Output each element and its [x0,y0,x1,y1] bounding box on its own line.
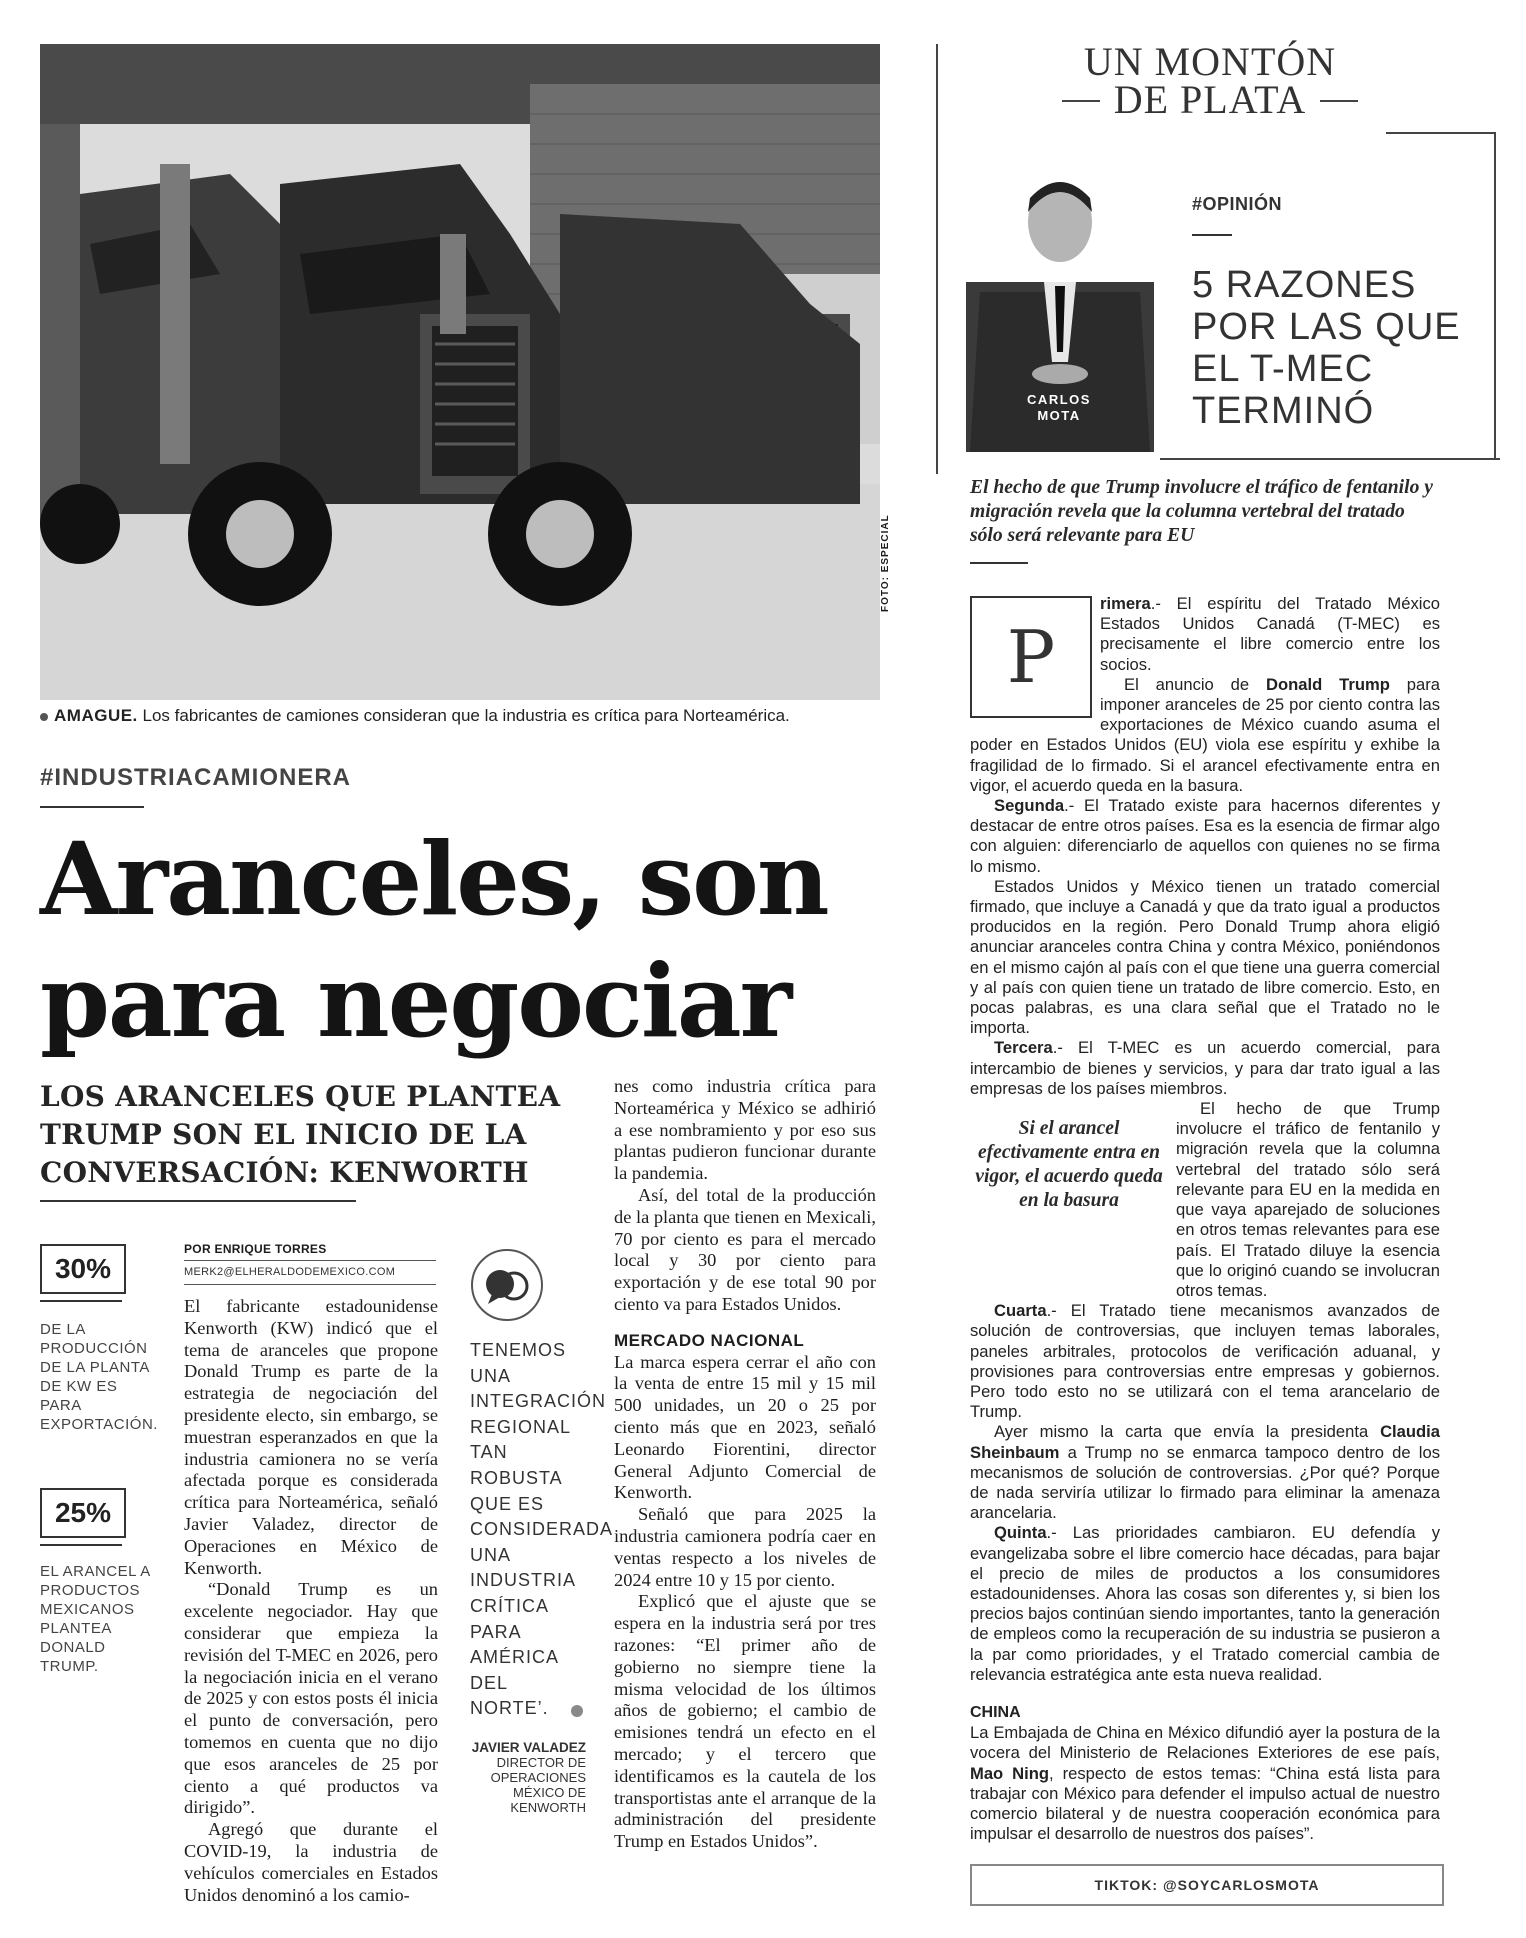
headline-line: Aranceles, son [40,820,828,938]
stat-description: EL ARANCEL A PRODUCTOS MEXICANOS PLANTEA DONALD TRUMP. [40,1563,150,1675]
divider [1192,234,1232,236]
column-masthead: UN MONTÓN [1083,39,1337,84]
divider [40,1300,122,1302]
column-masthead: DE PLATA [1113,77,1307,122]
paragraph: El hecho de que Trump involucre el tráfico de fentanilo y migración revela que la columna vertebral del tratado sólo será relevante para EU en la medida en que vaya aparejado de soluciones en otros temas relevantes para ese país. El Tratado diluye la esencia que lo originó cuando se involucran otros temas. [1176,1099,1440,1300]
quote-icon [470,1248,544,1322]
paragraph: Señaló que para 2025 la industria camionera podría caer en ventas respecto a los niveles de 2024 entre 10 y 15 por ciento. [614,1504,876,1590]
lead-word: Tercera [994,1038,1053,1058]
bullet-icon [571,1705,583,1717]
column-body [970,594,1440,1844]
highlighted-name: Claudia Sheinbaum [970,1422,1440,1462]
paragraph [970,1422,1440,1523]
paragraph-text: Ayer mismo la carta que envía la presidenta [994,1422,1381,1442]
section-heading: MERCADO NACIONAL [614,1330,805,1350]
highlighted-name: Donald Trump [1266,674,1390,694]
author-first-name: CARLOS [1027,392,1091,407]
paragraph: Explicó que el ajuste que se espera en la industria será por tres razones: “El primer año de gobierno no siempre tiene la misma velocidad de los últimos años de gobierno; el cambio de emisiones tendrá un efecto en el mercado; y el tercero que identificamos es la cautela de los transportistas ante el arranque de la administración del presidente Trump en Estados Unidos”. [614,1591,876,1852]
quote-role: DIRECTOR DE OPERACIONES MÉXICO DE KENWORTH [490,1755,586,1815]
paragraph-text: a Trump no se enmarca tampoco dentro de los mecanismos de solución de controversias. ¿Por qué? Porque de nada serviría utilizar lo firmado para eliminar la amenaza arancelaria. [970,1442,1440,1523]
paragraph-text: .- Las prioridades cambiaron. EU defendía y evangelizaba sobre el libre comercio hace décadas, para bajar el precio de miles de productos a los consumidores estadounidenses. Ahora las cosas son diferentes y, si bien los precios bajos continúan siendo importantes, tanto la generación de empleos como la recuperación de su industria se pusieron a la par como prioridades, y el Tratado comercial cambia de relevancia estratégica ante esta nueva realidad. [970,1523,1440,1684]
paragraph [970,1301,1440,1422]
paragraph: nes como industria crítica para Norteamérica y México se adhirió a ese nombramiento y por eso sus plantas pudieron funcionar durante la pandemia. [614,1076,876,1184]
lead-word: Cuarta [994,1301,1047,1321]
divider [1062,100,1100,102]
paragraph-text: El anuncio de [1124,674,1267,694]
paragraph: Agregó que durante el COVID-19, la industria de vehículos comerciales en Estados Unidos denominó a los camio- [184,1819,438,1905]
drop-cap-letter: P [1006,615,1056,699]
paragraph [970,1523,1440,1685]
caption-label: AMAGUE. [54,706,138,725]
paragraph-text: .- El Tratado existe para hacernos diferentes y destacar de entre otros países. Esa es la esencia de firmar algo con alguien: diferenciarlo de aquellos con quienes no se firma lo mismo. [970,796,1440,876]
article-photo [40,44,880,700]
author-name [1004,392,1114,424]
author-email[interactable]: MERK2@ELHERALDODEMEXICO.COM [184,1266,396,1278]
opinion-tag: #OPINIÓN [1192,194,1283,214]
frame-border [936,44,938,474]
photo-credit: FOTO: ESPECIAL [880,514,891,612]
trucks-photo-illustration [40,44,880,700]
stat-value: 30% [40,1244,126,1294]
bullet-icon [40,713,48,721]
divider [40,1200,356,1202]
paragraph-text: .- El Tratado tiene mecanismos avanzados de solución de controversias, que incluyen temas laborales, paneles arbitrales, protocolos de verificación aduanal, y provisiones para controversias entre empresas y gobiernos. Pero todo esto no se utilizará con el tema arancelario de Trump. [970,1301,1440,1422]
pull-quote: TENEMOS UNA INTEGRACIÓN REGIONAL TAN ROBUSTA QUE ES CONSIDERADA UNA INDUSTRIA CRÍTICA PARA AMÉRICA DEL NORTE’. [470,1340,613,1719]
paragraph [970,796,1440,877]
paragraph-text: para imponer aranceles de 25 por ciento contra las exportaciones de México cuando asuma el poder en Estados Unidos (EU) viola ese espíritu y exhibe la fragilidad de lo firmado. Si el arancel efectivamente entra en vigor, el acuerdo queda en la basura. [970,674,1441,795]
photo-caption [40,706,880,726]
article-body-column-1 [184,1296,438,1936]
paragraph: El fabricante estadounidense Kenworth (KW) indicó que el tema de aranceles que propone Donald Trump es parte de la estrategia de negociación del presidente electo, sin embargo, se muestran esperanzados en que la industria camionera no se vería afectada porque es considerada crítica para Norteamérica, señaló Javier Valadez, director de Operaciones en México de Kenworth. [184,1296,438,1578]
drop-cap-space [970,594,1100,718]
caption-text: Los fabricantes de camiones consideran que la industria es crítica para Norteamérica. [137,706,790,725]
section-hashtag: #INDUSTRIACAMIONERA [40,764,352,791]
paragraph: Así, del total de la producción de la planta que tienen en Mexicali, 70 por ciento es para el mercado local y 30 por ciento para exportación y de ese total 90 por ciento va para Estados Unidos. [614,1184,876,1314]
subheadline: LOS ARANCELES QUE PLANTEA TRUMP SON EL INICIO DE LA CONVERSACIÓN: KENWORTH [40,1080,561,1189]
social-handle[interactable]: TIKTOK: @SOYCARLOSMOTA [970,1864,1444,1906]
stat-value: 25% [40,1488,126,1538]
paragraph: Estados Unidos y México tienen un tratado comercial firmado, que incluye a Canadá y que da trato igual a productos producidos en la región. Pero Donald Trump ahora eligió anunciar aranceles contra China y contra México, poniéndonos en el mismo cajón al país con el que tiene una guerra comercial y al país con quien tiene un tratado de libre comercio. Esto, en pocas palabras, es una clara señal que el Tratado no le importa. [970,876,1440,1038]
frame-border [1160,458,1500,460]
divider [970,562,1028,564]
divider [40,806,144,808]
byline: POR ENRIQUE TORRES [184,1242,327,1256]
paragraph-text: .- El espíritu del Tratado México Estados Unidos Canadá (T-MEC) es precisamente el libre comercio entre los socios. [1100,594,1440,674]
headline [40,818,880,1062]
paragraph [970,1038,1440,1099]
paragraph: “Donald Trump es un excelente negociador. Hay que considerar que empieza la revisión del T-MEC en 2026, pero la negociación inicia en el verano de 2025 y con estos posts él inicia el punto de conversación, pero tomemos en cuenta que no dijo que esos aranceles de 25 por ciento a qué productos va dirigido”. [184,1579,438,1818]
quote-name: JAVIER VALADEZ [471,1740,586,1755]
paragraph [970,1723,1440,1844]
column-title: 5 RAZONES POR LAS QUE EL T-MEC TERMINÓ [1192,264,1461,432]
frame-border [1386,132,1496,134]
author-last-name: MOTA [1037,408,1081,423]
divider [1320,100,1358,102]
column-dek: El hecho de que Trump involucre el tráfico de fentanilo y migración revela que la columna vertebral del tratado sólo será relevante para EU [970,477,1433,546]
divider [184,1284,436,1285]
article-body-column-2 [614,1076,876,1936]
frame-border [1494,132,1496,460]
highlighted-name: Mao Ning [970,1763,1050,1783]
stat-description: DE LA PRODUCCIÓN DE LA PLANTA DE KW ES PARA EXPORTACIÓN. [40,1321,158,1433]
paragraph-text: La Embajada de China en México difundió ayer la postura de la vocera del Ministerio de Relaciones Exteriores de ese país, [970,1723,1440,1763]
paragraph: La marca espera cerrar el año con la venta de entre 15 mil y 15 mil 500 unidades, un 20 o 25 por ciento más que en 2023, señaló Leonardo Fiorentini, director General Adjunto Comercial de Kenworth. [614,1351,876,1503]
paragraph-text: , respecto de estos temas: “China está lista para trabajar con México para defender el impulso actual de nuestro comercio bilateral y de nuestra cooperación económica para impulsar el desarrollo de nuestros dos países”. [970,1763,1440,1844]
divider [184,1260,436,1261]
quote-attribution [470,1740,586,1815]
divider [40,1544,122,1546]
section-heading: CHINA [970,1703,1021,1721]
lead-word: Segunda [994,796,1065,816]
lead-word: rimera [1100,594,1151,613]
lead-word: Quinta [994,1523,1047,1543]
column-pull-quote: Si el arancel efectivamente entra en vigor, el acuerdo queda en la basura [975,1118,1163,1212]
paragraph-text: .- El T-MEC es un acuerdo comercial, para intercambio de bienes y servicios, y para dar trato igual a las empresas de los países miembros. [970,1038,1440,1098]
headline-line: para negociar [40,942,791,1060]
